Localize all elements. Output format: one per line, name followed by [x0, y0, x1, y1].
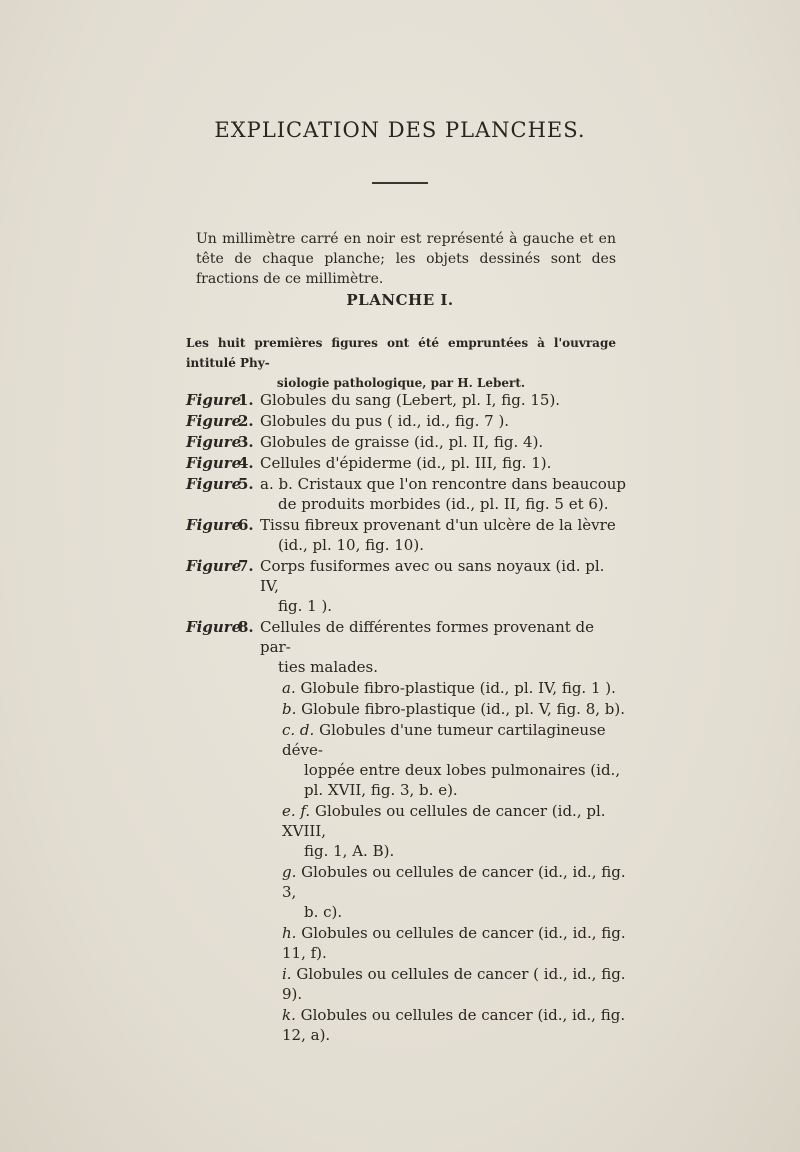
figure-text-line: ties malades.	[278, 658, 379, 676]
figure-entry	[186, 617, 626, 677]
sub-text-line: Globules ou cellules de cancer (id., id., fig. 3,	[282, 863, 626, 901]
figure-label: Figure	[186, 454, 242, 472]
figure-number: 7.	[238, 557, 254, 575]
sub-entry	[186, 801, 626, 861]
figure-text	[260, 617, 626, 677]
title-divider	[372, 182, 428, 184]
figure-text-line: Cellules de différentes formes provenant de par-	[260, 618, 595, 656]
figure-number: 1.	[238, 391, 254, 409]
figure-number: 8.	[238, 618, 254, 636]
sub-text-line: Globule fibro-plastique (id., pl. IV, fig. 1 ).	[300, 679, 616, 697]
figure-text-line: fig. 1 ).	[278, 597, 333, 615]
sub-text-line: Globules ou cellules de cancer (id., id., fig. 11, f).	[282, 924, 626, 962]
sub-entry	[186, 699, 626, 719]
figure-text-line: Tissu fibreux provenant d'un ulcère de la lèvre	[260, 516, 616, 534]
plate-note-line-2: siologie pathologique, par H. Lebert.	[276, 376, 526, 390]
figure-label: Figure	[186, 516, 242, 534]
figure-text	[260, 453, 626, 473]
plate-note	[186, 333, 616, 393]
figure-text	[260, 432, 626, 452]
sub-text-line: Globule fibro-plastique (id., pl. V, fig. 8, b).	[301, 700, 626, 718]
figure-number: 5.	[238, 475, 254, 493]
sub-entry	[186, 678, 626, 698]
sub-text-line: Globules ou cellules de cancer (id., pl. XVIII,	[282, 802, 606, 840]
sub-letter: b.	[282, 700, 297, 718]
sub-letter: e. f.	[282, 802, 311, 820]
sub-entry	[186, 964, 626, 1004]
figure-text-line: Globules du sang (Lebert, pl. I, fig. 15).	[260, 391, 561, 409]
figure-number: 2.	[238, 412, 254, 430]
figure-text-line: (id., pl. 10, fig. 10).	[278, 536, 424, 554]
figure-text	[260, 390, 626, 410]
sub-text-line: Globules ou cellules de cancer (id., id., fig. 12, a).	[282, 1006, 626, 1044]
figure-text-line: de produits morbides (id., pl. II, fig. 5 et 6).	[278, 495, 609, 513]
figure-number: 6.	[238, 516, 254, 534]
figure-label: Figure	[186, 618, 242, 636]
figure-list	[186, 390, 626, 1046]
sub-text-line: loppée entre deux lobes pulmonaires (id.,	[304, 761, 621, 779]
figure-label: Figure	[186, 391, 242, 409]
figure-text	[260, 474, 626, 514]
figure-number: 4.	[238, 454, 254, 472]
figure-label: Figure	[186, 475, 242, 493]
figure-label: Figure	[186, 412, 242, 430]
sub-text-line: b. c).	[304, 903, 343, 921]
figure-entry	[186, 474, 626, 514]
figure-text-line: a. b. Cristaux que l'on rencontre dans beaucoup	[260, 475, 626, 493]
plate-note-line-1: Les huit premières figures ont été empruntées à l'ouvrage intitulé Phy-	[186, 336, 616, 370]
sub-letter: a.	[282, 679, 296, 697]
sub-text-line: fig. 1, A. B).	[304, 842, 395, 860]
figure-entry	[186, 390, 626, 410]
figure-number: 3.	[238, 433, 254, 451]
page-title: EXPLICATION DES PLANCHES.	[214, 118, 586, 142]
sub-entry	[186, 923, 626, 963]
sub-entry	[186, 862, 626, 922]
figure-text-line: Cellules d'épiderme (id., pl. III, fig. 1).	[260, 454, 552, 472]
sub-letter: c. d.	[282, 721, 315, 739]
sub-entry	[186, 720, 626, 800]
sub-text-line: Globules d'une tumeur cartilagineuse déve-	[282, 721, 606, 759]
sub-text-line: pl. XVII, fig. 3, b. e).	[304, 781, 458, 799]
sub-letter: k.	[282, 1006, 296, 1024]
sub-letter: g.	[282, 863, 297, 881]
figure-label: Figure	[186, 433, 242, 451]
figure-entry	[186, 515, 626, 555]
figure-text	[260, 515, 626, 555]
figure-text-line: Globules de graisse (id., pl. II, fig. 4).	[260, 433, 544, 451]
figure-entry	[186, 453, 626, 473]
figure-text-line: Corps fusiformes avec ou sans noyaux (id. pl. IV,	[260, 557, 605, 595]
plate-title: PLANCHE I.	[346, 291, 454, 309]
figure-text-line: Globules du pus ( id., id., fig. 7 ).	[260, 412, 510, 430]
figure-entry	[186, 411, 626, 431]
sub-text-line: Globules ou cellules de cancer ( id., id., fig. 9).	[282, 965, 626, 1003]
sub-letter: i.	[282, 965, 292, 983]
figure-entry	[186, 556, 626, 616]
figure-text	[260, 411, 626, 431]
sub-letter: h.	[282, 924, 297, 942]
figure-text	[260, 556, 626, 616]
figure-label: Figure	[186, 557, 242, 575]
sub-entry	[186, 1005, 626, 1045]
figure-entry	[186, 432, 626, 452]
intro-paragraph: Un millimètre carré en noir est représenté à gauche et en tête de chaque planche; les objets dessinés sont des fractions de ce millimètre.	[196, 231, 616, 287]
